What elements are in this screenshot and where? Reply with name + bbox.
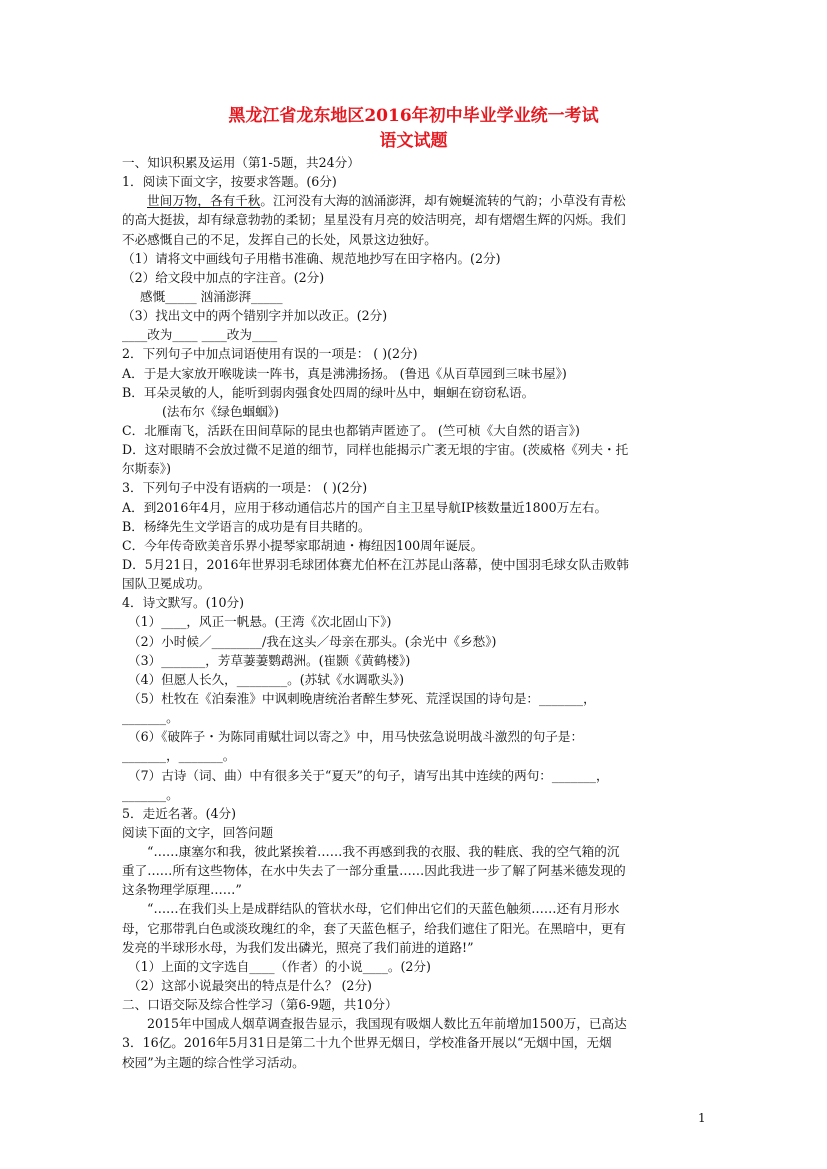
text-line: 5．走近名著。(4分)	[122, 805, 237, 821]
text-line: 的高大挺拔，却有绿意勃勃的柔韧；星星没有月亮的姣洁明亮，却有熠熠生辉的闪烁。我们	[122, 212, 626, 228]
text-line: 尔斯泰》)	[122, 461, 171, 477]
text-line: 校园”为主题的综合性学习活动。	[122, 1054, 305, 1070]
text-line: 感慨_____ 汹涌澎湃_____	[140, 288, 283, 304]
text-line: B．耳朵灵敏的人，能听到弱肉强食处四周的绿叶丛中，蛔蛔在窃窃私语。	[122, 384, 535, 400]
line-text: 。江河没有大海的汹涌澎湃，却有婉蜒流转的气韵；小草没有青松	[260, 193, 626, 209]
text-line: B．杨绛先生文学语言的成功是有目共睹的。	[122, 518, 371, 534]
text-line: _______。	[122, 786, 179, 802]
text-line: A．于是大家放开喉咙读一阵书，真是沸沸扬扬。 (鲁迅《从百草园到三味书屋》)	[122, 365, 567, 381]
text-line: （7）古诗（词、曲）中有很多关于“夏天”的句子，请写出其中连续的两句：_______，	[128, 767, 609, 783]
text-line: C．今年传奇欧美音乐界小提琴家耶胡迪・梅纽因100周年诞辰。	[122, 537, 484, 553]
text-line: （5）杜牧在《泊秦淮》中讽刺晚唐统治者醉生梦死、荒淫误国的诗句是：_______，	[128, 690, 596, 706]
text-line: 国队卫冕成功。	[122, 576, 211, 592]
text-line: D．这对眼睛不会放过微不足道的细节，同样也能揭示广袤无垠的宇宙。(茨威格《列夫・托	[122, 442, 629, 458]
text-line: 2015年中国成人烟草调查报告显示，我国现有吸烟人数比五年前增加1500万，已高达	[147, 1016, 627, 1032]
text-line	[122, 191, 705, 210]
text-line: _______，_______。	[122, 748, 236, 764]
text-line: ____改为____ ____改为____	[122, 327, 278, 343]
text-line: 二、口语交际及综合性学习（第6-9题，共10分）	[122, 997, 398, 1013]
text-line: _______。	[122, 710, 179, 726]
text-line: 1．阅读下面文字，按要求答题。(6分)	[122, 174, 337, 190]
text-line: （1）请将文中画线句子用楷书准确、规范地抄写在田字格内。(2分)	[122, 250, 501, 266]
text-line: 重了……所有这些物体，在水中失去了一部分重量……因此我进一步了解了阿基米德发现的	[122, 863, 626, 879]
text-line: “……康塞尔和我，彼此紧挨着……我不再感到我的衣服、我的鞋底、我的空气箱的沉	[147, 844, 620, 860]
text-line: （2）这部小说最突出的特点是什么？ (2分)	[128, 978, 372, 994]
text-line: （1）____，风正一帆悬。(王湾《次北固山下》)	[128, 614, 392, 630]
exam-body	[122, 153, 705, 1072]
text-line: 3．下列句子中没有语病的一项是： ( )(2分)	[122, 480, 368, 496]
text-line: (法布尔《绿色蝈蝈》)	[162, 403, 279, 419]
exam-title: 黑龙江省龙东地区2016年初中毕业学业统一考试	[228, 106, 599, 126]
text-line: （4）但愿人长久，________。(苏轼《水调歌头》)	[128, 671, 405, 687]
text-line: 3．16亿。2016年5月31日是第二十九个世界无烟日，学校准备开展以“无烟中国，无烟	[122, 1035, 612, 1051]
underlined-sentence: 世间万物，各有千秋	[147, 193, 261, 209]
text-line: （2）小时候／________/我在这头／母亲在那头。(余光中《乡愁》)	[128, 633, 497, 649]
text-line: D．5月21日，2016年世界羽毛球团体赛尤伯杯在江苏昆山落幕，使中国羽毛球女队击败韩	[122, 556, 629, 572]
text-line: 2．下列句子中加点词语使用有误的一项是： ( )(2分)	[122, 346, 418, 362]
text-line: 母，它那带乳白色或淡玫瑰红的伞，套了天蓝色框子，给我们遮住了阳光。在黑暗中，更有	[122, 920, 626, 936]
text-line: 4．诗文默写。(10分)	[122, 595, 245, 611]
text-line: 一、知识积累及运用（第1-5题，共24分）	[122, 155, 360, 170]
text-line: 这条物理学原理……”	[122, 882, 242, 898]
exam-subtitle: 语文试题	[379, 131, 448, 151]
text-line: 不必感慨自己的不足，发挥自己的长处，风景这边独好。	[122, 231, 437, 247]
text-line: （3）_______，芳草萋萋鹦鹉洲。(崔颢《黄鹤楼》)	[128, 652, 411, 668]
text-line: C．北雁南飞，活跃在田间草际的昆虫也都销声匿迹了。 (竺可桢《大自然的语言》)	[122, 422, 580, 438]
text-line: 发亮的半球形水母，为我们发出磷光，照亮了我们前进的道路!”	[122, 939, 474, 955]
text-line: 阅读下面的文字，回答问题	[122, 824, 274, 840]
text-line: （2）给文段中加点的字注音。(2分)	[122, 269, 325, 285]
text-line: （3）找出文中的两个错别字并加以改正。(2分)	[122, 308, 388, 324]
text-line: （1）上面的文字选自____（作者）的小说____。(2分)	[128, 958, 431, 974]
text-line: “……在我们头上是成群结队的管状水母，它们伸出它们的天蓝色触须……还有月形水	[147, 901, 620, 917]
text-line: A．到2016年4月，应用于移动通信芯片的国产自主卫星导航IP核数量近1800万左右。	[122, 499, 608, 515]
text-line: （6）《破阵子・为陈同甫赋壮词以寄之》中，用马快弦急说明战斗激烈的句子是：	[128, 729, 584, 745]
page-number: 1	[698, 1111, 706, 1125]
